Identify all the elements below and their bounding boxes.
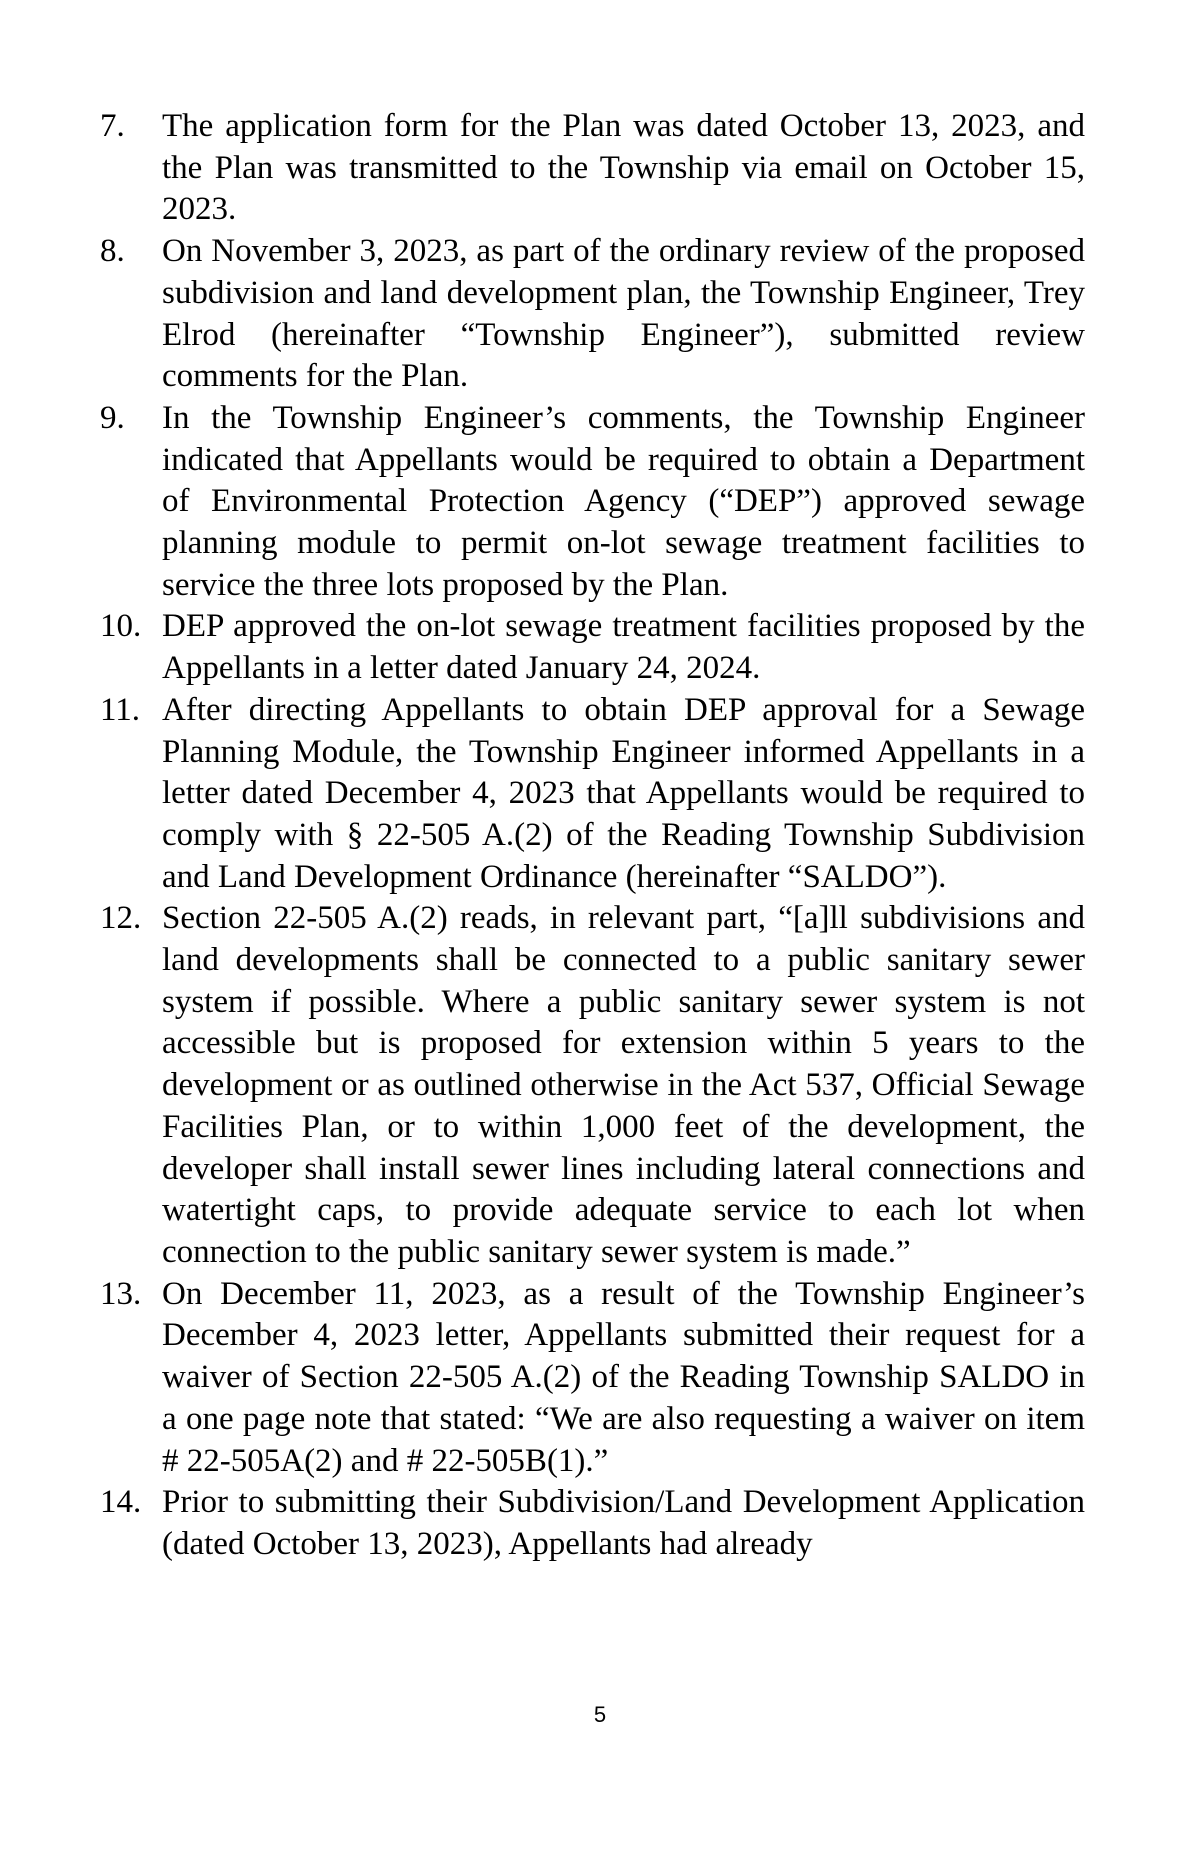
paragraph-number: 12. xyxy=(100,900,142,937)
page-number: 5 xyxy=(593,1702,607,1727)
paragraph-text: In the Township Engineer’s comments, the Township Engineer indicated that Appellants would be required to obtain a Department of Environmental Protection Agency (“DEP”) approved sewage planning module to permit on-lot sewage treatment facilities to service the three lots proposed by the Plan. xyxy=(162,399,1085,603)
paragraph-number: 9. xyxy=(100,399,125,436)
numbered-paragraph-list xyxy=(100,106,1085,1566)
paragraph-text: After directing Appellants to obtain DEP approval for a Sewage Planning Module, the Township Engineer informed Appellants in a letter dated December 4, 2023 that Appellants would be required to comply with § 22-505 A.(2) of the Reading Township Subdivision and Land Development Ordinance (hereinafter “SALDO”). xyxy=(162,691,1085,895)
paragraph-number: 10. xyxy=(100,608,142,645)
paragraph-number: 13. xyxy=(100,1275,142,1312)
paragraph-12 xyxy=(100,898,1085,1273)
paragraph-8 xyxy=(100,231,1085,398)
paragraph-14 xyxy=(100,1482,1085,1565)
paragraph-number: 14. xyxy=(100,1484,142,1521)
paragraph-text: DEP approved the on-lot sewage treatment facilities proposed by the Appellants in a letter dated January 24, 2024. xyxy=(162,608,1085,687)
paragraph-number: 8. xyxy=(100,233,125,270)
paragraph-13 xyxy=(100,1274,1085,1483)
paragraph-text: On November 3, 2023, as part of the ordinary review of the proposed subdivision and land development plan, the Township Engineer, Trey Elrod (hereinafter “Township Engineer”), submitted review comments for the Plan. xyxy=(162,233,1085,395)
paragraph-number: 7. xyxy=(100,108,125,144)
paragraph-text: The application form for the Plan was dated October 13, 2023, and the Plan was transmitted to the Township via email on October 15, 2023. xyxy=(162,108,1085,228)
paragraph-text: Prior to submitting their Subdivision/Land Development Application (dated October 13, 2023), Appellants had already xyxy=(162,1484,1085,1562)
paragraph-11 xyxy=(100,690,1085,899)
paragraph-7 xyxy=(100,106,1085,231)
paragraph-text: On December 11, 2023, as a result of the Township Engineer’s December 4, 2023 letter, Appellants submitted their request for a waiver of Section 22-505 A.(2) of the Reading Township SALDO in a one page note that stated: “We are also requesting a waiver on item # 22-505A(2) and # 22-505B(1).” xyxy=(162,1275,1085,1479)
paragraph-text: Section 22-505 A.(2) reads, in relevant part, “[a]ll subdivisions and land developments shall be connected to a public sanitary sewer system if possible. Where a public sanitary sewer system is not accessible but is proposed for extension within 5 years to the development or as outlined otherwise in the Act 537, Official Sewage Facilities Plan, or to within 1,000 feet of the development, the developer shall install sewer lines including lateral connections and watertight caps, to provide adequate service to each lot when connection to the public sanitary sewer system is made.” xyxy=(162,900,1085,1270)
paragraph-9 xyxy=(100,398,1085,607)
paragraph-number: 11. xyxy=(100,691,141,728)
paragraph-10 xyxy=(100,606,1085,689)
